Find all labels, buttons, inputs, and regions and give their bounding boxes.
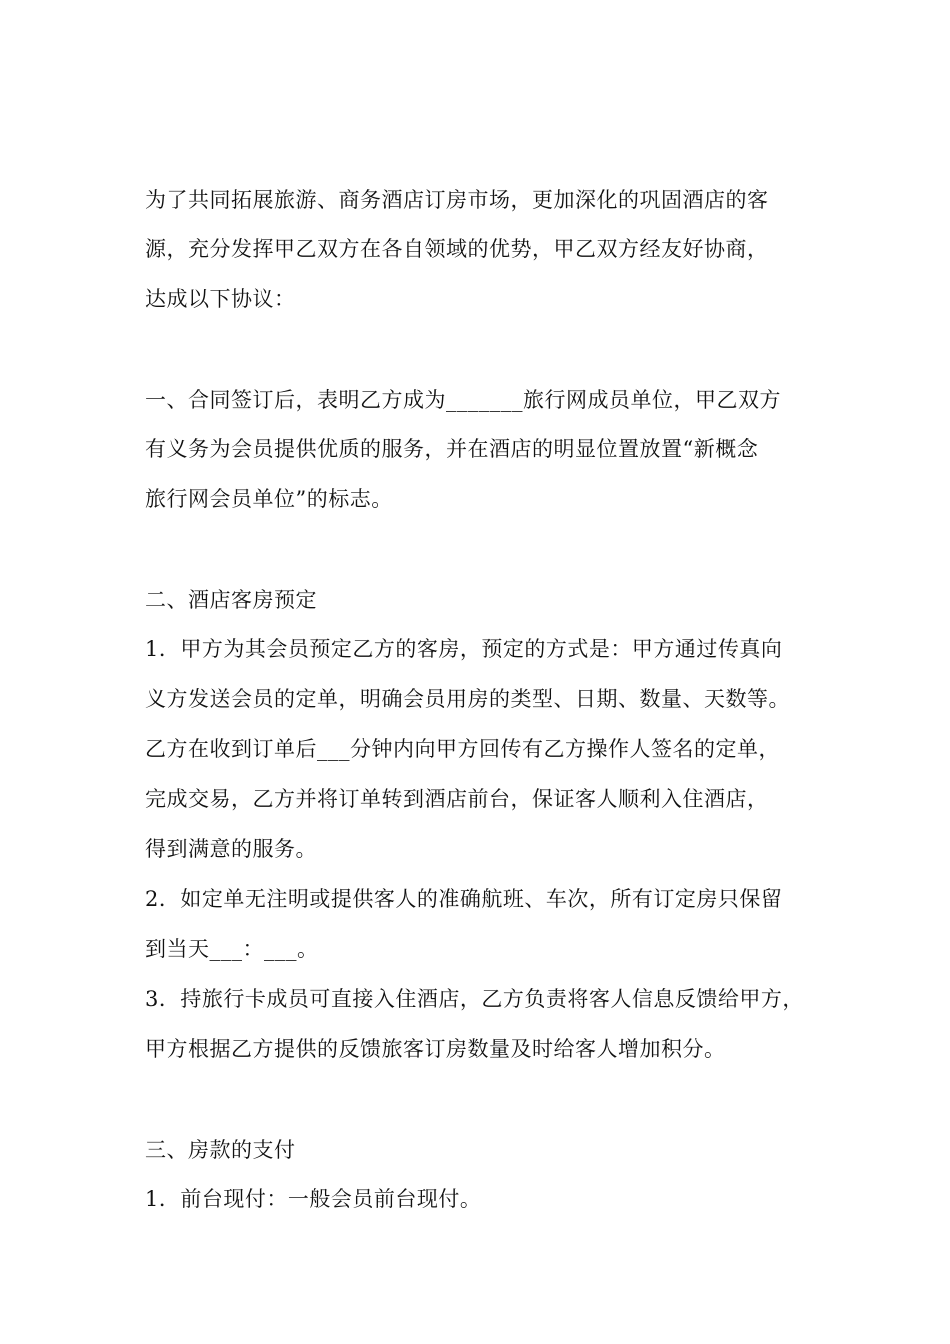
intro-line-3: 达成以下协议：	[145, 287, 296, 311]
section2-heading: 二、酒店客房预定	[145, 588, 317, 612]
section2-item-line-5: 得到满意的服务。	[145, 837, 317, 861]
intro-line-1: 为了共同拓展旅游、商务酒店订房市场，更加深化的巩固酒店的客	[145, 188, 769, 212]
section2-item-line-4: 完成交易，乙方并将订单转到酒店前台，保证客人顺利入住酒店，	[145, 787, 769, 811]
section2-item-line-1: 1．甲方为其会员预定乙方的客房，预定的方式是：甲方通过传真向	[145, 637, 783, 661]
section3-item-line-1: 1．前台现付：一般会员前台现付。	[145, 1187, 482, 1211]
section1-line-1: 一、合同签订后，表明乙方成为_______旅行网成员单位，甲乙双方	[145, 388, 781, 412]
intro-line-2: 源，充分发挥甲乙双方在各自领域的优势，甲乙双方经友好协商，	[145, 237, 769, 261]
section2-item-line-8: 3．持旅行卡成员可直接入住酒店，乙方负责将客人信息反馈给甲方，	[145, 987, 804, 1011]
section2-item-line-7: 到当天___：___。	[145, 937, 319, 961]
section2-item-line-3: 乙方在收到订单后___分钟内向甲方回传有乙方操作人签名的定单，	[145, 737, 780, 761]
section1-line-3: 旅行网会员单位”的标志。	[145, 487, 393, 511]
section2-item-line-2: 义方发送会员的定单，明确会员用房的类型、日期、数量、天数等。	[145, 687, 790, 711]
section1-line-2: 有义务为会员提供优质的服务，并在酒店的明显位置放置“新概念	[145, 437, 759, 461]
section3-heading: 三、房款的支付	[145, 1138, 296, 1162]
section2-item-line-6: 2．如定单无注明或提供客人的准确航班、车次，所有订定房只保留	[145, 887, 783, 911]
section2-item-line-9: 甲方根据乙方提供的反馈旅客订房数量及时给客人增加积分。	[145, 1037, 726, 1061]
